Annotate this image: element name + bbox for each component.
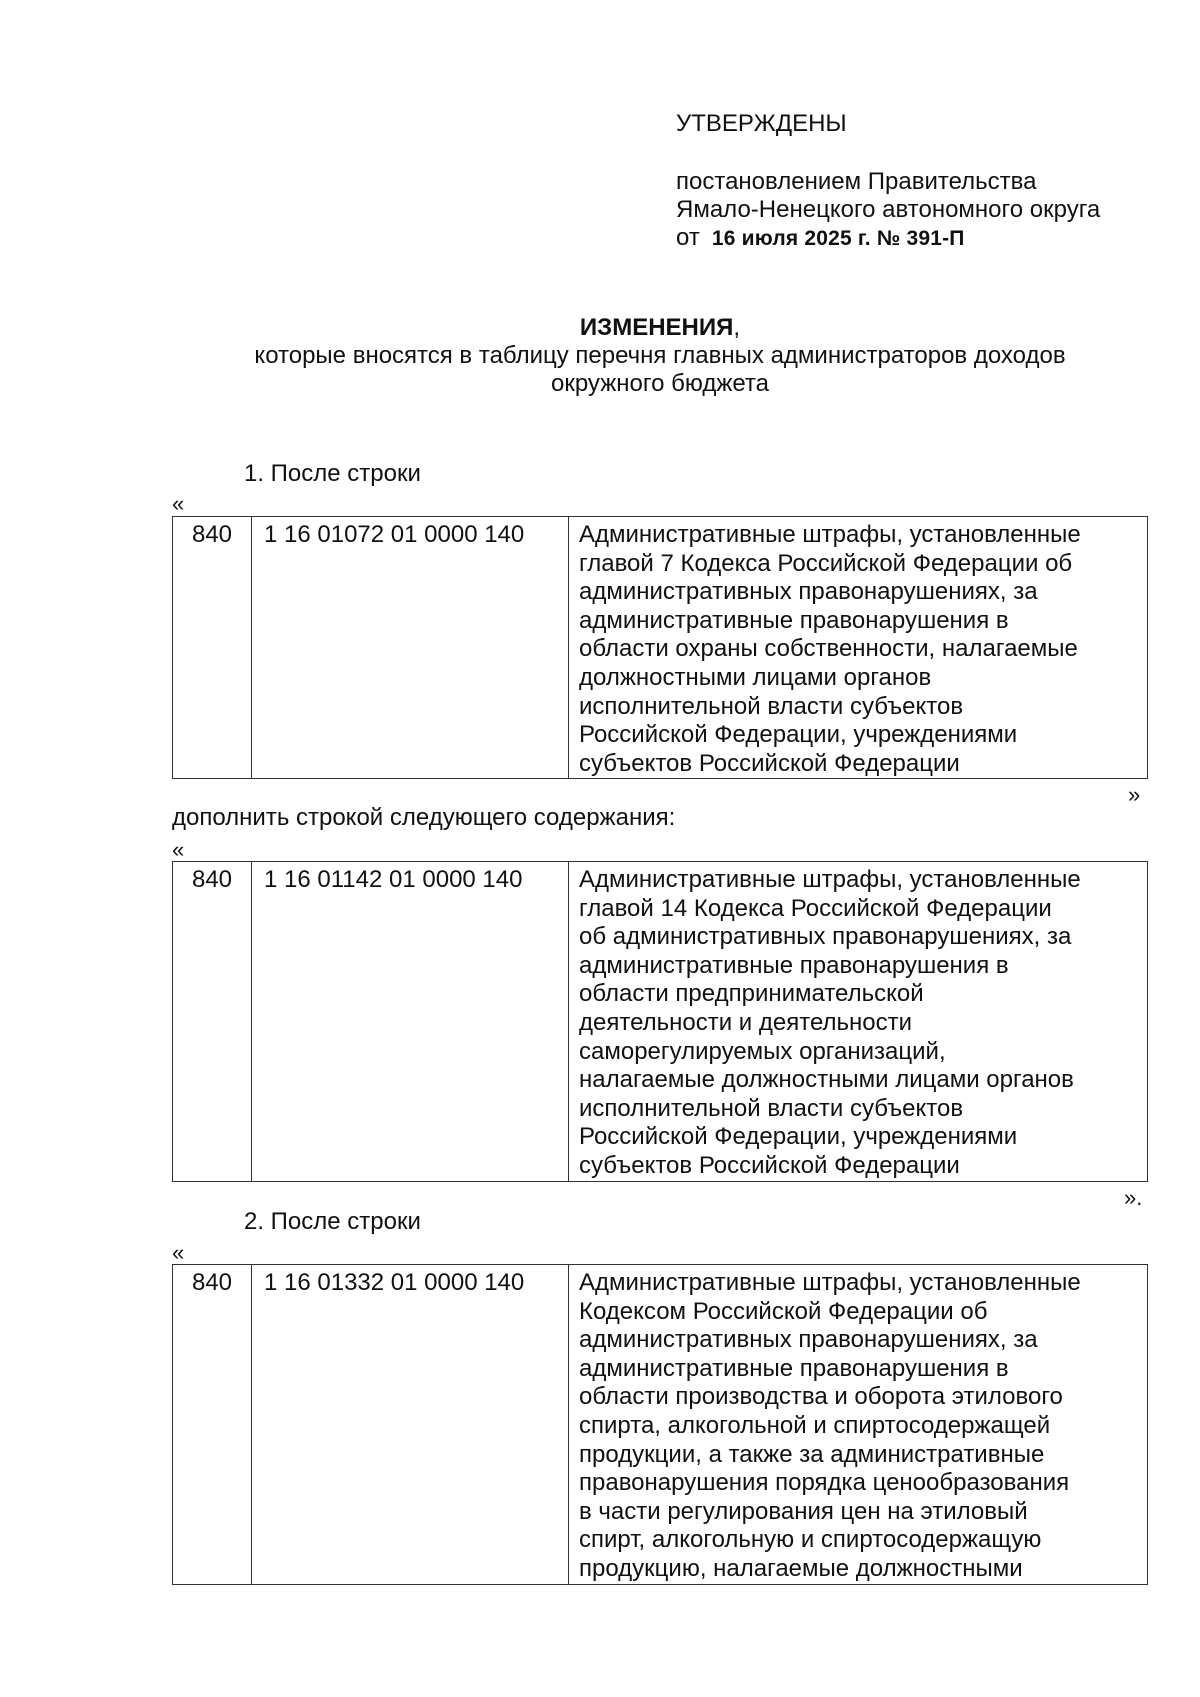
desc-line: Российской Федерации, учреждениями (579, 1123, 1018, 1151)
table-row (173, 1265, 1148, 1585)
desc-line: административные правонарушения в (579, 951, 1009, 979)
row-description (569, 862, 1148, 1182)
approval-date-line (676, 224, 1176, 253)
document-heading (172, 314, 1148, 398)
heading-line-1: которые вносятся в таблицу перечня главных администраторов доходов (254, 342, 1066, 369)
desc-line: субъектов Российской Федерации (579, 749, 960, 777)
approval-line-1: постановлением Правительства (676, 168, 1037, 195)
desc-line: Административные штрафы, установленные (579, 866, 1081, 893)
supplement-label: дополнить строкой следующего содержания: (172, 804, 676, 831)
row-admin-code: 840 (173, 1265, 252, 1585)
section-2-table (172, 1264, 1148, 1585)
row-admin-code: 840 (173, 862, 252, 1182)
desc-line: административных правонарушениях, за (579, 578, 1038, 606)
approval-title: УТВЕРЖДЕНЫ (676, 110, 847, 137)
desc-line: области охраны собственности, налагаемые (579, 635, 1078, 663)
desc-line: правонарушения порядка ценообразования (579, 1469, 1070, 1497)
section-1-label: 1. После строки (244, 460, 421, 487)
desc-line: субъектов Российской Федерации (579, 1151, 960, 1179)
table-row (173, 517, 1148, 779)
row-kbk-code: 1 16 01142 01 0000 140 (252, 862, 569, 1182)
desc-line: об административных правонарушениях, за (579, 923, 1072, 951)
desc-line: Кодексом Российской Федерации об (579, 1297, 988, 1325)
desc-line: налагаемые должностными лицами органов (579, 1066, 1074, 1094)
row-kbk-code: 1 16 01332 01 0000 140 (252, 1265, 569, 1585)
approval-block (676, 110, 1176, 253)
row-admin-code: 840 (173, 517, 252, 779)
table-row (173, 862, 1148, 1182)
row-description (569, 517, 1148, 779)
heading-title-line (172, 314, 1148, 342)
row-kbk-code: 1 16 01072 01 0000 140 (252, 517, 569, 779)
desc-line: спирта, алкогольной и спиртосодержащей (579, 1411, 1051, 1439)
desc-line: должностными лицами органов (579, 663, 932, 691)
desc-line: Российской Федерации, учреждениями (579, 721, 1018, 749)
desc-line: спирт, алкогольную и спиртосодержащую (579, 1526, 1042, 1554)
section-2-label: 2. После строки (244, 1208, 421, 1235)
heading-line-2: окружного бюджета (551, 370, 769, 397)
section-1-open-quote: « (172, 491, 185, 516)
desc-line: продукции, а также за административные (579, 1440, 1045, 1468)
section-1-close-quote-2: ». (1124, 1185, 1143, 1210)
desc-line: саморегулируемых организаций, (579, 1037, 946, 1065)
desc-line: административные правонарушения в (579, 606, 1009, 634)
desc-line: главой 7 Кодекса Российской Федерации об (579, 549, 1073, 577)
section-2-open-quote: « (172, 1240, 185, 1265)
desc-line: исполнительной власти субъектов (579, 692, 964, 720)
desc-line: в части регулирования цен на этиловый (579, 1497, 1028, 1525)
heading-title: ИЗМЕНЕНИЯ (579, 314, 734, 341)
section-1-table (172, 516, 1148, 779)
section-1-new-row-table (172, 861, 1148, 1182)
heading-title-suffix: , (733, 314, 741, 341)
approval-line-2: Ямало-Ненецкого автономного округа (676, 196, 1101, 223)
desc-line: главой 14 Кодекса Российской Федерации (579, 894, 1052, 922)
section-1-open-quote-2: « (172, 837, 185, 862)
desc-line: деятельности и деятельности (579, 1008, 912, 1036)
desc-line: продукцию, налагаемые должностными (579, 1554, 1023, 1582)
row-description (569, 1265, 1148, 1585)
approval-date-prefix: от (676, 224, 700, 251)
section-1-close-quote: » (1128, 782, 1141, 807)
desc-line: административные правонарушения в (579, 1354, 1009, 1382)
desc-line: Административные штрафы, установленные (579, 521, 1081, 548)
approval-date-value: 16 июля 2025 г. № 391-П (711, 227, 965, 250)
desc-line: области производства и оборота этилового (579, 1383, 1063, 1411)
desc-line: административных правонарушениях, за (579, 1326, 1038, 1354)
desc-line: исполнительной власти субъектов (579, 1094, 964, 1122)
desc-line: Административные штрафы, установленные (579, 1269, 1081, 1296)
desc-line: области предпринимательской (579, 980, 924, 1008)
